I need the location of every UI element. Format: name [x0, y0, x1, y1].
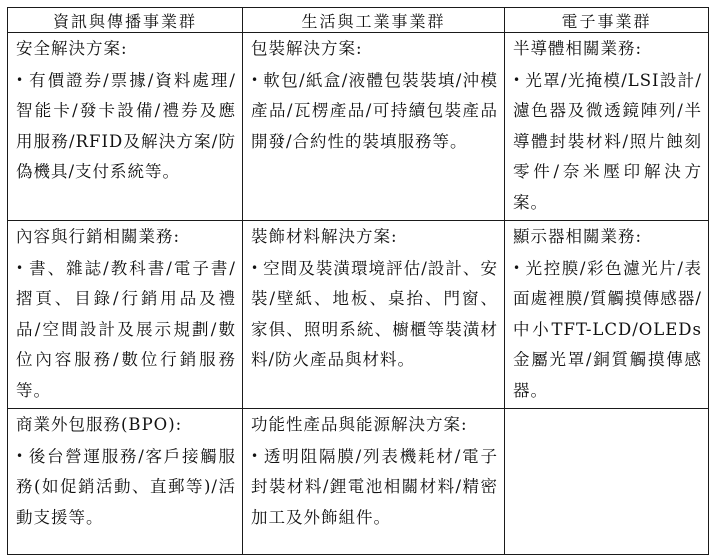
- business-groups-table: [7, 7, 709, 555]
- cell-text: 有價證券/票據/資料處理/智能卡/發卡設備/禮券及應用服務/RFID及解決方案/防偽機具/支付系統等。: [16, 70, 236, 181]
- cell-functional-energy: [243, 409, 505, 555]
- cell-text: 光控膜/彩色濾光片/表面處裡膜/質觸摸傳感器/中小TFT-LCD/OLEDs 金屬光罩/銅質觸摸傳感器。: [513, 258, 702, 400]
- header-electronics: 電子事業群: [505, 8, 709, 33]
- cell-title: 安全解決方案:: [16, 39, 128, 58]
- bullet-icon: •: [251, 260, 260, 275]
- cell-item: [16, 253, 236, 407]
- cell-text: 光罩/光掩模/LSI設計/濾色器及微透鏡陣列/半導體封裝材料/照片蝕刻零件/奈米壓印解決方案。: [513, 70, 702, 212]
- cell-title: 裝飾材料解決方案:: [251, 227, 398, 246]
- cell-title: 商業外包服務(BPO):: [16, 415, 183, 434]
- bullet-icon: •: [16, 448, 25, 463]
- cell-item: [251, 65, 498, 158]
- cell-text: 書、雜誌/教科書/電子書/摺頁、目錄/行銷用品及禮品/空間設計及展示規劃/數位內容服務/數位行銷服務等。: [16, 258, 236, 400]
- cell-item: [251, 253, 498, 376]
- header-lifestyle-industrial: 生活與工業事業群: [243, 8, 505, 33]
- cell-packaging-solutions: [243, 33, 505, 221]
- header-info-communication: 資訊與傳播事業群: [8, 8, 243, 33]
- cell-title: 功能性產品與能源解決方案:: [251, 415, 468, 434]
- cell-title: 半導體相關業務:: [513, 39, 643, 58]
- bullet-icon: •: [513, 72, 522, 87]
- table-row: [8, 33, 709, 221]
- cell-item: [513, 65, 702, 219]
- bullet-icon: •: [513, 260, 522, 275]
- cell-content-marketing: [8, 221, 243, 409]
- cell-bpo: [8, 409, 243, 555]
- cell-empty: [505, 409, 709, 555]
- cell-decorative-materials: [243, 221, 505, 409]
- header-row: [8, 8, 709, 33]
- table-row: [8, 221, 709, 409]
- bullet-icon: •: [16, 72, 25, 87]
- cell-item: [16, 65, 236, 188]
- bullet-icon: •: [251, 448, 260, 463]
- cell-text: 透明阻隔膜/列表機耗材/電子封裝材料/鋰電池相關材料/精密加工及外飾組件。: [251, 446, 498, 527]
- cell-text: 軟包/紙盒/液體包裝裝填/沖模產品/瓦楞產品/可持續包裝產品開發/合約性的裝填服務等。: [251, 70, 498, 151]
- cell-title: 內容與行銷相關業務:: [16, 227, 181, 246]
- table-row: [8, 409, 709, 555]
- cell-security-solutions: [8, 33, 243, 221]
- cell-item: [251, 441, 498, 534]
- bullet-icon: •: [251, 72, 260, 87]
- cell-semiconductor: [505, 33, 709, 221]
- cell-text: 空間及裝潢環境評估/設計、安裝/壁紙、地板、桌抬、門窗、家俱、照明系統、櫥櫃等裝潢材料/防火產品與材料。: [251, 258, 498, 369]
- cell-title: 包裝解決方案:: [251, 39, 363, 58]
- cell-display: [505, 221, 709, 409]
- cell-item: [513, 253, 702, 407]
- cell-title: 顯示器相關業務:: [513, 227, 643, 246]
- bullet-icon: •: [16, 260, 25, 275]
- cell-item: [16, 441, 236, 534]
- cell-text: 後台營運服務/客戶接觸服務(如促銷活動、直郵等)/活動支援等。: [16, 446, 236, 527]
